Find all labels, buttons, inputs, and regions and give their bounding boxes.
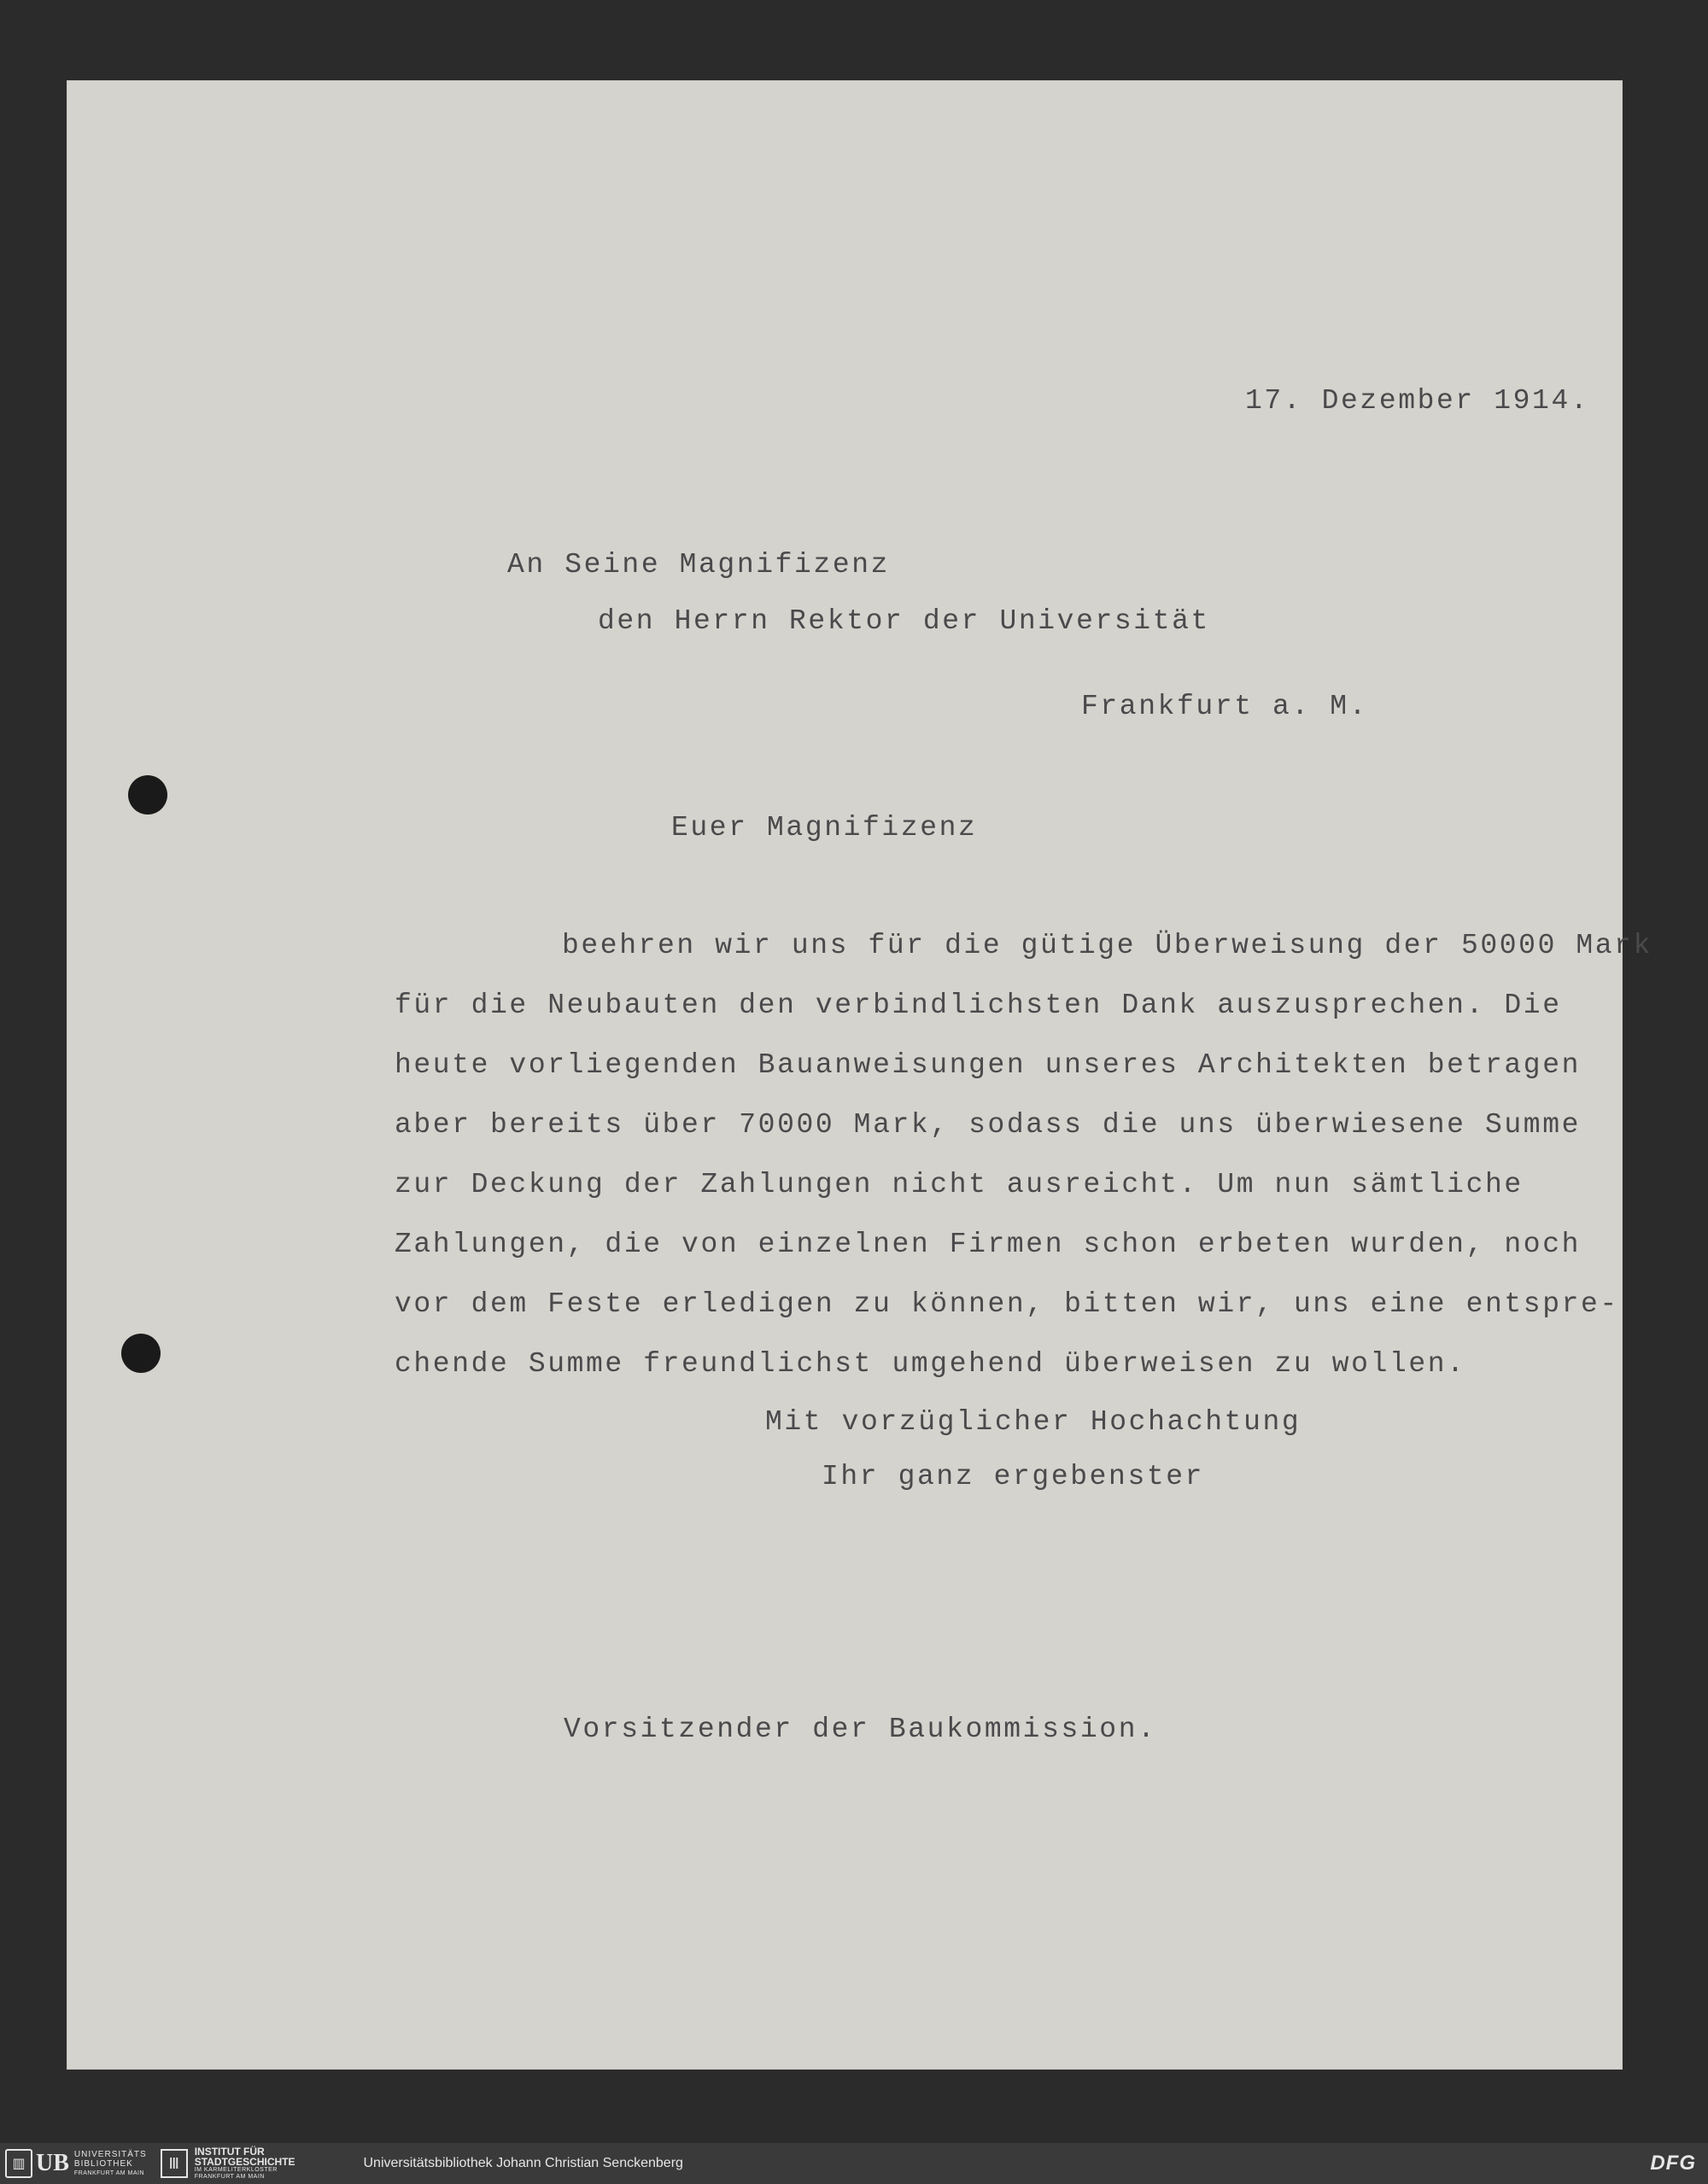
body-line: aber bereits über 70000 Mark, sodass die uns überwiesene Summe [395,1109,1581,1141]
salutation: Euer Magnifizenz [671,812,978,844]
body-line: zur Deckung der Zahlungen nicht ausreicht. Um nun sämtliche [395,1169,1524,1200]
isg-line-3: IM KARMELITERKLOSTER [194,2167,278,2173]
library-credit: Universitätsbibliothek Johann Christian Senckenberg [363,2156,683,2170]
closing-line-1: Mit vorzüglicher Hochachtung [765,1406,1301,1438]
ub-line-2: BIBLIOTHEK [73,2158,133,2169]
ub-logo[interactable] [5,2149,147,2178]
body-line: heute vorliegenden Bauanweisungen unseres Architekten betragen [395,1049,1581,1081]
ub-line-1: UNIVERSITÄTS [73,2149,147,2159]
address-line-1: An Seine Magnifizenz [507,549,891,581]
footer-bar [0,2143,1708,2184]
isg-line-1: INSTITUT FÜR [194,2146,265,2158]
isg-name [195,2146,295,2181]
library-emblem-icon: ▥ [5,2149,32,2178]
body-line: für die Neubauten den verbindlichsten Dank auszusprechen. Die [395,990,1562,1021]
letter-page [67,80,1652,2070]
body-line: Zahlungen, die von einzelnen Firmen schon erbeten wurden, noch [395,1229,1581,1260]
closing-line-2: Ihr ganz ergebenster [822,1461,1205,1492]
address-line-2: den Herrn Rektor der Universität [598,605,1210,637]
signature-title: Vorsitzender der Baukommission. [564,1714,1157,1745]
letter-date: 17. Dezember 1914. [1245,385,1590,417]
ub-name [74,2150,147,2178]
dfg-logo[interactable]: DFG [1650,2152,1696,2175]
body-line: beehren wir uns für die gütige Überweisung der 50000 Mark [562,930,1652,961]
isg-line-4: FRANKFURT AM MAIN [194,2174,265,2180]
body-line: chende Summe freundlichst umgehend überweisen zu wollen. [395,1348,1466,1380]
ub-line-3: FRANKFURT AM MAIN [73,2169,145,2176]
columns-emblem-icon: Ⅲ [161,2149,188,2178]
isg-line-2: STADTGESCHICHTE [194,2156,295,2168]
punch-hole-top [128,775,167,815]
ub-letters: UB [36,2150,69,2176]
punch-hole-bottom [121,1334,161,1373]
isg-logo[interactable] [161,2146,295,2181]
body-line: vor dem Feste erledigen zu können, bitten wir, uns eine entspre- [395,1288,1619,1320]
address-city: Frankfurt a. M. [1081,691,1369,722]
